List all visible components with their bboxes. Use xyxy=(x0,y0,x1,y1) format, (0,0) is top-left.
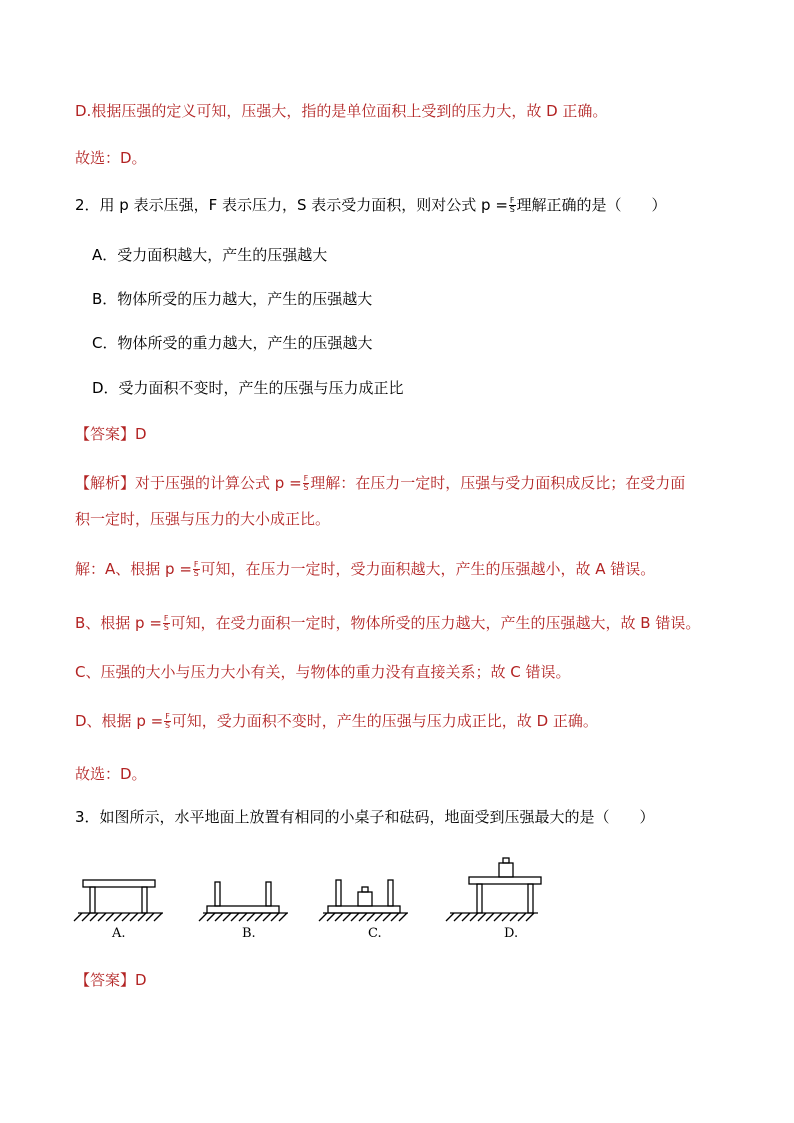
figure-c-table-with-weight xyxy=(319,880,408,921)
figure-d-table-with-weight xyxy=(446,858,541,921)
solution-text: 可知，在受力面积一定时，物体所受的压力越大，产生的压强越大，故 B 错误。 xyxy=(170,614,701,632)
q3-figure xyxy=(70,850,550,950)
prev-solution-choice: 故选：D。 xyxy=(75,149,147,167)
q2-option-c: C．物体所受的重力越大，产生的压强越大 xyxy=(92,334,373,352)
q2-solution-b xyxy=(75,613,700,633)
figure-a-table xyxy=(74,880,163,921)
fraction-denominator: S xyxy=(163,623,169,632)
fraction-numerator: F xyxy=(193,560,199,569)
fraction-numerator: F xyxy=(303,474,309,483)
answer-value: D xyxy=(135,425,147,443)
fraction-denominator: S xyxy=(303,483,309,492)
fraction-numerator: F xyxy=(163,614,169,623)
solution-text: 可知，受力面积不变时，产生的压强与压力成正比，故 D 正确。 xyxy=(171,712,598,730)
q2-analysis-line1 xyxy=(75,473,685,493)
figure-label-b: B. xyxy=(242,926,256,941)
q2-stem-after: 理解正确的是（ ） xyxy=(516,196,667,214)
answer-value: D xyxy=(135,971,147,989)
fraction-numerator: F xyxy=(509,196,515,205)
q2-solution-d xyxy=(75,711,598,731)
fraction-denominator: S xyxy=(509,205,515,214)
solution-text: 解：A、根据 p = xyxy=(75,560,192,578)
formula-fraction xyxy=(193,561,200,578)
figure-b-table xyxy=(199,882,288,921)
q2-stem xyxy=(75,195,667,215)
q2-option-b: B．物体所受的压力越大，产生的压强越大 xyxy=(92,290,373,308)
analysis-text: 理解：在压力一定时，压强与受力面积成反比；在受力面 xyxy=(310,474,686,492)
fraction-denominator: S xyxy=(193,569,199,578)
q2-analysis-line2: 积一定时，压强与压力的大小成正比。 xyxy=(75,510,331,528)
tables-diagram xyxy=(70,850,550,950)
figure-label-d: D. xyxy=(504,926,519,941)
formula-fraction xyxy=(303,475,310,492)
q3-stem: 3．如图所示，水平地面上放置有相同的小桌子和砝码，地面受到压强最大的是（ ） xyxy=(75,808,655,826)
analysis-tag: 【解析】 xyxy=(75,474,136,492)
analysis-text: 对于压强的计算公式 p = xyxy=(135,474,302,492)
q2-formula-fraction xyxy=(509,197,516,214)
q2-option-d: D．受力面积不变时，产生的压强与压力成正比 xyxy=(92,379,404,397)
q3-answer xyxy=(75,970,147,990)
q2-solution-a xyxy=(75,559,655,579)
q2-option-a: A．受力面积越大，产生的压强越大 xyxy=(92,246,328,264)
answer-tag: 【答案】 xyxy=(75,971,136,989)
formula-fraction xyxy=(164,713,171,730)
answer-tag: 【答案】 xyxy=(75,425,136,443)
prev-solution-d: D.根据压强的定义可知，压强大，指的是单位面积上受到的压力大，故 D 正确。 xyxy=(75,102,608,120)
solution-text: B、根据 p = xyxy=(75,614,162,632)
q2-choice: 故选：D。 xyxy=(75,765,147,783)
figure-label-a: A. xyxy=(112,926,126,941)
solution-text: D、根据 p = xyxy=(75,712,164,730)
formula-fraction xyxy=(163,615,170,632)
figure-label-c: C. xyxy=(368,926,382,941)
solution-text: 可知，在压力一定时，受力面积越大，产生的压强越小，故 A 错误。 xyxy=(200,560,656,578)
q2-solution-c: C、压强的大小与压力大小有关，与物体的重力没有直接关系；故 C 错误。 xyxy=(75,663,571,681)
q2-answer xyxy=(75,424,147,444)
fraction-numerator: F xyxy=(165,712,170,721)
fraction-denominator: S xyxy=(164,721,171,730)
q2-stem-before: 2．用 p 表示压强，F 表示压力，S 表示受力面积，则对公式 p = xyxy=(75,196,508,214)
